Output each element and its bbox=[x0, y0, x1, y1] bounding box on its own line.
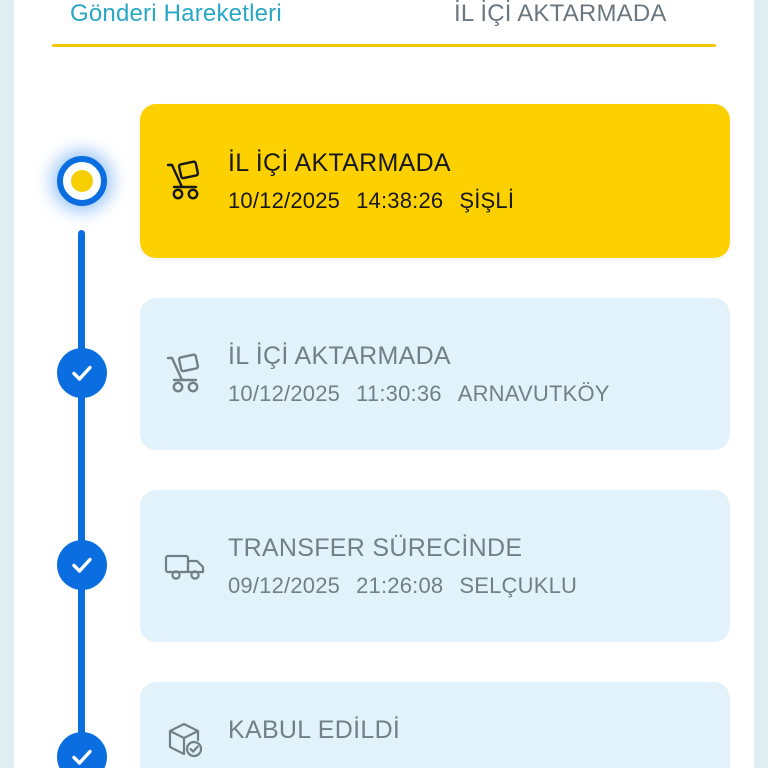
event-date: 10/12/2025 bbox=[228, 187, 341, 213]
event-time: 11:30:36 bbox=[356, 380, 442, 406]
event-location: SELÇUKLU bbox=[459, 572, 578, 598]
hand-truck-icon bbox=[162, 350, 228, 398]
event-status: TRANSFER SÜRECİNDE bbox=[228, 533, 523, 562]
timeline-event-card[interactable] bbox=[140, 298, 730, 450]
page-left-gutter bbox=[0, 0, 14, 768]
timeline-node-done-1 bbox=[57, 348, 107, 398]
truck-icon bbox=[162, 546, 228, 586]
event-date: 10/12/2025 bbox=[228, 380, 341, 406]
event-date: 09/12/2025 bbox=[228, 572, 341, 598]
timeline-event-card[interactable] bbox=[140, 682, 730, 768]
event-time: 21:26:08 bbox=[356, 572, 444, 598]
check-icon bbox=[69, 552, 95, 578]
tab-bar bbox=[14, 0, 754, 52]
box-check-icon bbox=[162, 716, 228, 764]
event-text bbox=[228, 342, 708, 407]
timeline-node-active bbox=[57, 156, 107, 206]
tab-shipment-movements[interactable]: Gönderi Hareketleri bbox=[70, 0, 282, 27]
hand-truck-icon bbox=[162, 157, 228, 205]
timeline-event-card[interactable] bbox=[140, 104, 730, 258]
check-icon bbox=[69, 360, 95, 386]
tab-underline bbox=[52, 44, 716, 47]
timeline-node-done-2 bbox=[57, 540, 107, 590]
event-time: 14:38:26 bbox=[356, 187, 444, 213]
event-location: ŞİŞLİ bbox=[459, 187, 515, 213]
event-meta bbox=[228, 755, 708, 768]
page-content bbox=[14, 0, 754, 768]
event-status: İL İÇİ AKTARMADA bbox=[228, 148, 451, 177]
check-icon bbox=[69, 744, 95, 768]
event-location: ARNAVUTKÖY bbox=[457, 380, 610, 406]
event-status: KABUL EDİLDİ bbox=[228, 716, 401, 744]
event-text bbox=[228, 716, 708, 768]
timeline-node-done-3 bbox=[57, 732, 107, 768]
timeline-track bbox=[78, 230, 85, 768]
event-meta bbox=[228, 188, 708, 214]
shipment-timeline bbox=[14, 52, 754, 768]
timeline-event-card[interactable] bbox=[140, 490, 730, 642]
tab-current-status[interactable]: İL İÇİ AKTARMADA bbox=[454, 0, 667, 27]
event-status: İL İÇİ AKTARMADA bbox=[228, 341, 451, 370]
event-text bbox=[228, 149, 708, 214]
page-right-gutter bbox=[754, 0, 768, 768]
event-meta bbox=[228, 573, 708, 599]
event-meta bbox=[228, 381, 708, 407]
timeline-node-dot bbox=[71, 170, 93, 192]
event-text bbox=[228, 534, 708, 599]
